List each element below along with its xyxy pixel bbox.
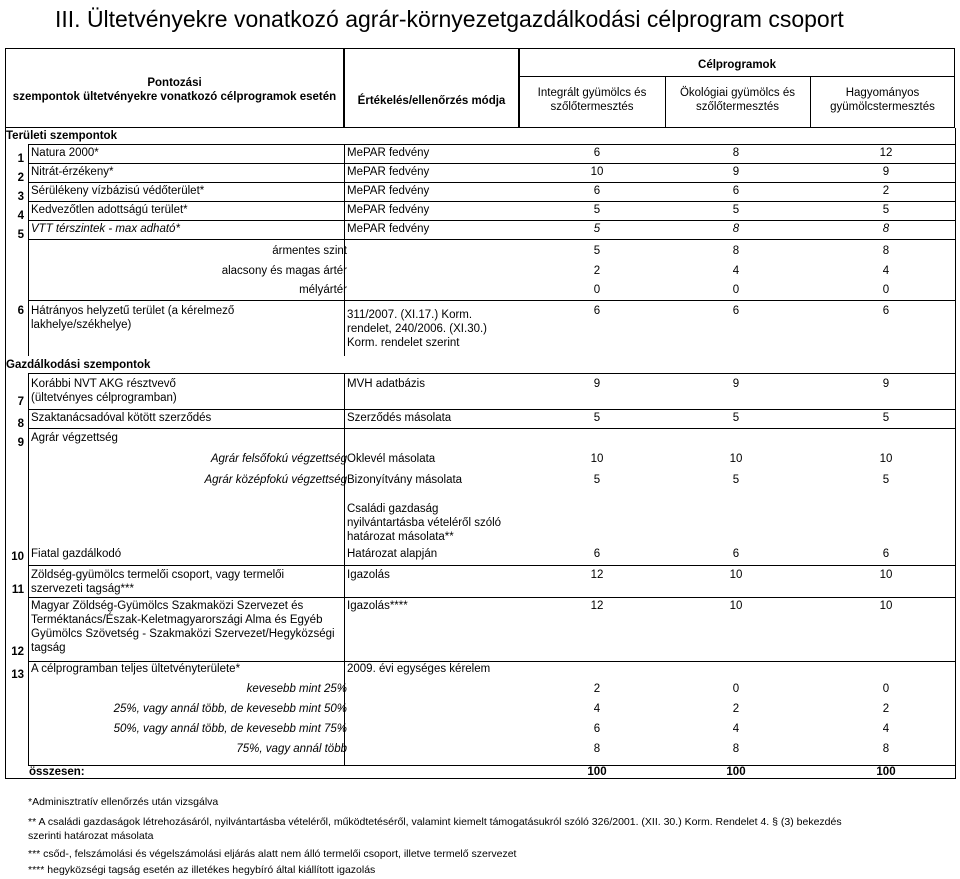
criterion-label: Szaktanácsadóval kötött szerződés	[31, 412, 212, 424]
score-integrated: 4	[593, 703, 601, 715]
sub-criterion-label: 25%, vagy annál több, de kevesebb mint 50%	[113, 703, 347, 715]
score-integrated: 5	[593, 412, 601, 424]
row-line	[28, 182, 956, 183]
header-col2-line1: Ökológiai gyümölcs és	[679, 87, 796, 99]
header-criteria-line1: Pontozási	[147, 77, 202, 89]
sub-criterion-label: alacsony és magas ártér	[221, 265, 347, 277]
header-programs-divider	[519, 76, 955, 77]
method-label: Igazolás	[347, 569, 390, 581]
body-left-border	[5, 128, 6, 778]
score-integrated: 6	[593, 723, 601, 735]
header-programs: Célprogramok	[698, 59, 776, 71]
page-title: III. Ültetvényekre vonatkozó agrár-környezetgazdálkodási célprogram csoport	[55, 6, 844, 32]
footnote-1: *Adminisztratív ellenőrzés után vizsgálva	[28, 796, 219, 808]
method-label: MePAR fedvény	[347, 166, 430, 178]
score-organic: 8	[732, 743, 740, 755]
method-label: nyilvántartásba vételéről szóló	[347, 517, 502, 529]
row-line	[28, 144, 956, 145]
score-traditional: 0	[882, 683, 890, 695]
row-number: 10	[11, 551, 24, 563]
section-management: Gazdálkodási szempontok	[6, 359, 151, 371]
score-organic: 4	[732, 723, 740, 735]
criterion-label: szervezeti tagság***	[31, 583, 134, 595]
score-organic: 5	[732, 474, 740, 486]
criterion-label: Hátrányos helyzetű terület (a kérelmező	[31, 305, 235, 317]
score-organic: 8	[732, 245, 740, 257]
score-organic: 6	[732, 305, 740, 317]
row-number: 5	[17, 229, 24, 241]
row-line	[28, 597, 956, 598]
sub-criterion-label: 75%, vagy annál több	[236, 743, 347, 755]
score-traditional: 5	[882, 474, 890, 486]
score-organic: 5	[732, 204, 740, 216]
score-organic: 10	[729, 569, 743, 581]
score-integrated: 5	[593, 474, 601, 486]
row-line	[28, 201, 956, 202]
row-number: 3	[17, 191, 24, 203]
header-method: Értékelés/ellenőrzés módja	[357, 95, 506, 107]
footnote-2: ** A családi gazdaságok létrehozásáról, nyilvántartásba vételéről, működtetéséről, valamint kiemelt támogatásukról szóló 326/2001. (XII. 30.) Korm. Rendelet 4. § (3) bekezdés	[28, 816, 842, 828]
row-number: 13	[11, 669, 24, 681]
score-integrated: 5	[593, 245, 601, 257]
score-integrated: 2	[593, 265, 601, 277]
row-number: 9	[17, 437, 24, 449]
score-organic: 8	[732, 223, 740, 235]
score-organic: 9	[732, 378, 740, 390]
criterion-label: Kedvezőtlen adottságú terület*	[31, 204, 188, 216]
sub-criterion-label: 50%, vagy annál több, de kevesebb mint 75%	[113, 723, 347, 735]
score-traditional: 8	[882, 743, 890, 755]
score-traditional: 6	[882, 305, 890, 317]
score-traditional: 2	[882, 185, 890, 197]
score-traditional: 12	[879, 147, 893, 159]
score-integrated: 6	[593, 147, 601, 159]
method-label: 2009. évi egységes kérelem	[347, 663, 491, 675]
score-organic: 8	[732, 147, 740, 159]
row-line	[28, 300, 956, 301]
row-line	[28, 163, 956, 164]
header-col1-line2: szőlőtermesztés	[550, 101, 634, 113]
criterion-label: A célprogramban teljes ültetvényterülete*	[31, 663, 241, 675]
method-label: Határozat alapján	[347, 548, 438, 560]
method-label: 311/2007. (XI.17.) Korm.	[347, 309, 473, 321]
method-label: MePAR fedvény	[347, 204, 430, 216]
row-number: 1	[17, 153, 24, 165]
sub-criterion-label: Agrár felsőfokú végzettség	[210, 453, 347, 465]
header-col3-line2: gyümölcstermesztés	[830, 101, 935, 113]
method-label: Bizonyítvány másolata	[347, 474, 463, 486]
score-organic: 10	[729, 453, 743, 465]
criterion-label: lakhelye/székhelye)	[31, 319, 132, 331]
criterion-label: Terméktanács/Észak-Keletmagyarországi Alma és Egyéb	[31, 614, 323, 626]
criterion-label: (ültetvényes célprogramban)	[31, 392, 177, 404]
criterion-label: Natura 2000*	[31, 147, 99, 159]
score-organic: 4	[732, 265, 740, 277]
method-label: MVH adatbázis	[347, 378, 425, 390]
criterion-label: Agrár végzettség	[31, 432, 118, 444]
score-traditional: 0	[882, 284, 890, 296]
method-label: Szerződés másolata	[347, 412, 452, 424]
score-integrated: 0	[593, 284, 601, 296]
total-integrated: 100	[587, 766, 607, 778]
method-label: MePAR fedvény	[347, 185, 430, 197]
score-traditional: 4	[882, 265, 890, 277]
score-integrated: 6	[593, 185, 601, 197]
header-method-box	[344, 48, 519, 128]
score-integrated: 5	[593, 204, 601, 216]
method-label: Igazolás****	[347, 600, 408, 612]
criterion-label: Fiatal gazdálkodó	[31, 548, 122, 560]
score-organic: 9	[732, 166, 740, 178]
score-integrated: 5	[593, 223, 601, 235]
sub-criterion-label: mélyártér	[299, 284, 347, 296]
row-line	[28, 373, 956, 374]
score-organic: 10	[729, 600, 743, 612]
score-traditional: 10	[879, 453, 893, 465]
score-organic: 6	[732, 548, 740, 560]
number-column-divider	[28, 144, 29, 356]
method-label: rendelet, 240/2006. (XI.30.)	[347, 323, 488, 335]
criterion-label: Magyar Zöldség-Gyümölcs Szakmaközi Szervezet és	[31, 600, 304, 612]
score-integrated: 9	[593, 378, 601, 390]
method-label: Családi gazdaság	[347, 503, 439, 515]
row-number: 8	[17, 418, 24, 430]
score-integrated: 10	[590, 166, 604, 178]
score-traditional: 10	[879, 569, 893, 581]
total-label: összesen:	[29, 766, 85, 778]
score-integrated: 10	[590, 453, 604, 465]
score-integrated: 2	[593, 683, 601, 695]
sub-criterion-label: Agrár középfokú végzettség	[204, 474, 347, 486]
score-traditional: 8	[882, 223, 890, 235]
header-col1-line1: Integrált gyümölcs és	[537, 87, 647, 99]
method-label: MePAR fedvény	[347, 223, 430, 235]
row-line	[28, 220, 956, 221]
score-traditional: 8	[882, 245, 890, 257]
criterion-label: Korábbi NVT AKG résztvevő	[31, 378, 176, 390]
score-traditional: 10	[879, 600, 893, 612]
score-traditional: 4	[882, 723, 890, 735]
score-traditional: 5	[882, 412, 890, 424]
method-label: MePAR fedvény	[347, 147, 430, 159]
score-organic: 5	[732, 412, 740, 424]
criterion-label: tagság	[31, 642, 66, 654]
method-label: Oklevél másolata	[347, 453, 436, 465]
method-label: Korm. rendelet szerint	[347, 337, 460, 349]
score-traditional: 6	[882, 548, 890, 560]
body-bottom-border	[5, 778, 956, 779]
body-right-border	[955, 128, 956, 778]
score-integrated: 6	[593, 305, 601, 317]
score-integrated: 8	[593, 743, 601, 755]
row-line	[28, 428, 956, 429]
score-organic: 6	[732, 185, 740, 197]
number-column-divider-2	[28, 373, 29, 765]
row-line	[28, 409, 956, 410]
score-integrated: 12	[590, 569, 604, 581]
score-organic: 2	[732, 703, 740, 715]
total-top-border	[28, 765, 956, 766]
score-traditional: 5	[882, 204, 890, 216]
header-criteria-line2: szempontok ültetvényekre vonatkozó célprogramok esetén	[12, 91, 337, 103]
criterion-label: Nitrát-érzékeny*	[31, 166, 114, 178]
footnote-2-cont: szerinti határozat másolata	[28, 830, 154, 842]
score-traditional: 9	[882, 166, 890, 178]
method-label: határozat másolata**	[347, 531, 454, 543]
criterion-label: VTT térszintek - max adható*	[31, 223, 180, 235]
footnote-3: *** csőd-, felszámolási és végelszámolási eljárás alatt nem álló termelői csoport, illetve termelő szervezet	[28, 848, 517, 860]
header-col2-line2: szőlőtermesztés	[695, 101, 780, 113]
score-integrated: 6	[593, 548, 601, 560]
criterion-label: Sérülékeny vízbázisú védőterület*	[31, 185, 205, 197]
row-number: 6	[17, 305, 24, 317]
total-traditional: 100	[876, 766, 896, 778]
row-number: 12	[11, 646, 24, 658]
criterion-label: Gyümölcs Szövetség - Szakmaközi Szervezet/Hegyközségi	[31, 628, 335, 640]
total-organic: 100	[726, 766, 746, 778]
score-organic: 0	[732, 284, 740, 296]
score-integrated: 12	[590, 600, 604, 612]
row-number: 4	[17, 210, 24, 222]
row-number: 2	[17, 172, 24, 184]
row-number: 11	[11, 584, 24, 596]
row-line	[28, 239, 956, 240]
score-organic: 0	[732, 683, 740, 695]
sub-criterion-label: kevesebb mint 25%	[246, 683, 347, 695]
section-territorial: Területi szempontok	[6, 130, 117, 142]
score-traditional: 9	[882, 378, 890, 390]
sub-criterion-label: ármentes szint	[272, 245, 347, 257]
row-number: 7	[17, 396, 24, 408]
footnote-4: **** hegyközségi tagság esetén az illetékes hegybíró által kiállított igazolás	[28, 864, 376, 876]
header-col3-line1: Hagyományos	[845, 87, 920, 99]
row-line	[28, 565, 956, 566]
score-traditional: 2	[882, 703, 890, 715]
criterion-label: Zöldség-gyümölcs termelői csoport, vagy termelői	[31, 569, 285, 581]
